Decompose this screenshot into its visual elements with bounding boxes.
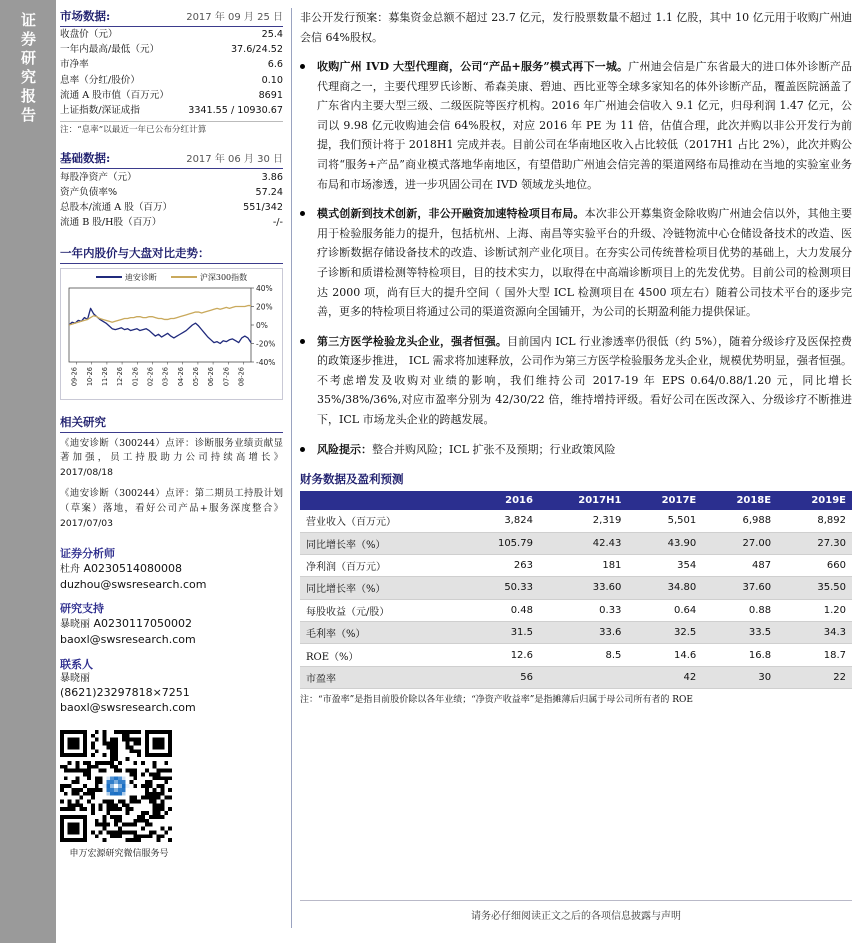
svg-text:06-26: 06-26: [207, 366, 216, 386]
contacts-block: [60, 545, 283, 716]
financial-cell: 1.20: [777, 599, 852, 621]
svg-text:09-26: 09-26: [70, 366, 79, 386]
bullet-item: [300, 332, 852, 430]
table-row: [300, 622, 852, 644]
financial-cell: 27.00: [702, 532, 777, 554]
kv-label: 资产负债率%: [60, 186, 118, 198]
bullet-lead: 模式创新到技术创新，非公开融资加速特检项目布局。: [317, 207, 585, 221]
financial-cell: 0.64: [627, 599, 702, 621]
bullet-dot-icon: [300, 204, 309, 321]
kv-label: 流通 B 股/H股（百万）: [60, 216, 162, 228]
kv-label: 上证指数/深证成指: [60, 104, 140, 116]
svg-text:01-26: 01-26: [131, 366, 140, 386]
bullet-dot-icon: [300, 332, 309, 430]
contact-license-code: A0230514080008: [80, 562, 183, 576]
table-row: [300, 577, 852, 599]
financial-cell: 263: [464, 554, 539, 576]
legend-label-stock: 迪安诊断: [124, 272, 157, 282]
contact-phone[interactable]: (8621)23297818×7251: [60, 686, 190, 700]
report-spine: [0, 0, 56, 943]
financial-cell: 487: [702, 554, 777, 576]
contact-license-code: A0230117050002: [90, 617, 193, 631]
financial-cell: 56: [464, 666, 539, 688]
market-data-table: [60, 28, 283, 118]
bullet-body-text: 本次非公开募集资金除收购广州迪会信以外，其他主要用于检验服务能力的提升，包括杭州、上海、南昌等实验平台的升级、冷链物流中心仓储设备技术的改造、医疗诊断数据存储设备技术的改造、诊断试剂产业化项目。在夯实公司传统普检项目优势的基础上，大力发展分子诊断和质谱检测等特检项目，目的技术实力，以取得在中高端诊断项目上的先发优势。目前公司的检测项目达 2000 项，尚有巨大的提升空间（ 国外大型 ICL 检测项目在 4500 项左右）随着公司技术平台的逐步完善，更多的特检项目将通过公司的渠道资源向全国铺开，为公司的长期盈利能力提供保证。: [317, 207, 853, 319]
market-data-note: 注：“息率”以最近一年已公布分红计算: [60, 121, 283, 136]
kv-label: 市净率: [60, 59, 89, 71]
financial-row-label: 同比增长率（%）: [300, 532, 464, 554]
svg-text:0%: 0%: [256, 320, 268, 330]
qr-caption: 申万宏源研究微信服务号: [69, 848, 169, 859]
kv-value: 551/342: [243, 201, 283, 213]
svg-text:05-26: 05-26: [191, 366, 200, 386]
financial-cell: 34.80: [627, 577, 702, 599]
contact-name-line: [60, 616, 283, 633]
financial-cell: 43.90: [627, 532, 702, 554]
financial-column-header: [300, 491, 464, 510]
financial-column-header: 2017E: [627, 491, 702, 510]
contact-name: 暴晓丽: [60, 672, 90, 684]
report-page: [56, 0, 857, 943]
financial-table-header-row: [300, 491, 852, 510]
kv-row: [60, 201, 283, 216]
spine-label: 证券研究报告: [19, 12, 37, 126]
kv-row: [60, 28, 283, 43]
chart-legend: [63, 272, 280, 283]
kv-row: [60, 43, 283, 58]
table-row: [300, 644, 852, 666]
market-data-block: [60, 8, 283, 136]
contact-email[interactable]: baoxl@swsresearch.com: [60, 701, 196, 715]
financial-cell: 33.6: [539, 622, 627, 644]
kv-value: 3.86: [261, 171, 283, 183]
kv-value: 6.6: [267, 59, 283, 71]
table-row: [300, 599, 852, 621]
bullet-item: [300, 57, 852, 194]
svg-text:04-26: 04-26: [176, 366, 185, 386]
contact-name: 暴晓丽: [60, 619, 90, 631]
legend-swatch-index: [171, 276, 197, 278]
contact-email[interactable]: duzhou@swsresearch.com: [60, 577, 207, 591]
financial-cell: 33.5: [702, 622, 777, 644]
financial-cell: 6,988: [702, 510, 777, 532]
main-content: [300, 8, 852, 707]
table-row: [300, 554, 852, 576]
contact-email[interactable]: baoxl@swsresearch.com: [60, 632, 196, 646]
kv-value: 8691: [258, 89, 283, 101]
basic-data-title: 基础数据:: [60, 151, 111, 166]
bullet-item: [300, 204, 852, 321]
financial-column-header: 2019E: [777, 491, 852, 510]
kv-row: [60, 170, 283, 185]
financial-cell: 22: [777, 666, 852, 688]
financial-cell: 42: [627, 666, 702, 688]
financial-column-header: 2017H1: [539, 491, 627, 510]
financial-cell: 12.6: [464, 644, 539, 666]
financial-cell: 27.30: [777, 532, 852, 554]
table-row: [300, 532, 852, 554]
financial-cell: 354: [627, 554, 702, 576]
related-research-date: 2017/08/18: [60, 466, 113, 478]
basic-data-table: [60, 170, 283, 230]
contact-name: 杜舟: [60, 564, 80, 576]
contact-name-line: [60, 561, 283, 578]
related-research-block: [60, 414, 283, 531]
financial-cell: 105.79: [464, 532, 539, 554]
financial-cell: [539, 666, 627, 688]
financial-row-label: ROE（%）: [300, 644, 464, 666]
financial-column-header: 2018E: [702, 491, 777, 510]
financial-column-header: 2016: [464, 491, 539, 510]
kv-row: [60, 216, 283, 231]
svg-text:-20%: -20%: [256, 339, 276, 349]
financial-cell: 0.88: [702, 599, 777, 621]
related-research-item[interactable]: [60, 487, 283, 531]
bullet-item: [300, 440, 852, 460]
svg-text:07-26: 07-26: [222, 366, 231, 386]
market-data-header: [60, 8, 283, 27]
kv-label: 收盘价（元）: [60, 29, 118, 41]
financial-row-label: 毛利率（%）: [300, 622, 464, 644]
financial-cell: 2,319: [539, 510, 627, 532]
financial-table: [300, 491, 852, 689]
contact-role-label: 证券分析师: [60, 547, 115, 561]
svg-text:-40%: -40%: [256, 357, 276, 367]
financial-cell: 33.60: [539, 577, 627, 599]
financial-cell: 8,892: [777, 510, 852, 532]
contact-name-line: [60, 672, 283, 687]
financial-cell: 31.5: [464, 622, 539, 644]
legend-item-index: [171, 272, 247, 283]
basic-data-header: [60, 150, 283, 169]
kv-row: [60, 73, 283, 88]
intro-paragraph: 非公开发行预案：募集资金总额不超过 23.7 亿元，发行股票数量不超过 1.1 亿股，其中 10 亿元用于收购广州迪会信 64%股权。: [300, 11, 852, 44]
financial-cell: 30: [702, 666, 777, 688]
bullet-lead: 第三方医学检验龙头企业，强者恒强。: [317, 334, 508, 348]
financial-cell: 42.43: [539, 532, 627, 554]
table-row: [300, 666, 852, 688]
kv-label: 息率（分红/股价）: [60, 74, 140, 86]
bullet-body-text: 整合并购风险；ICL 扩张不及预期；行业政策风险: [372, 442, 616, 456]
svg-text:12-26: 12-26: [116, 366, 125, 386]
financial-cell: 18.7: [777, 644, 852, 666]
financial-cell: 0.48: [464, 599, 539, 621]
financial-cell: 37.60: [702, 577, 777, 599]
bullet-text: [317, 204, 852, 321]
svg-text:03-26: 03-26: [161, 366, 170, 386]
kv-row: [60, 58, 283, 73]
financial-cell: 3,824: [464, 510, 539, 532]
basic-data-date: 2017 年 06 月 30 日: [186, 154, 283, 166]
kv-row: [60, 186, 283, 201]
kv-label: 总股本/流通 A 股（百万）: [60, 201, 173, 213]
financial-cell: 14.6: [627, 644, 702, 666]
financial-cell: 16.8: [702, 644, 777, 666]
svg-text:10-26: 10-26: [85, 366, 94, 386]
financial-cell: 32.5: [627, 622, 702, 644]
kv-label: 每股净资产（元）: [60, 171, 137, 183]
kv-value: 3341.55 / 10930.67: [188, 104, 283, 116]
legend-item-stock: [96, 272, 157, 283]
svg-text:08-26: 08-26: [237, 366, 246, 386]
financial-cell: 8.5: [539, 644, 627, 666]
bullet-lead: 收购广州 IVD 大型代理商，公司“产品+服务”模式再下一城。: [317, 60, 629, 74]
bullet-dot-icon: [300, 57, 309, 194]
kv-value: 25.4: [261, 29, 283, 41]
wechat-qr-code: [60, 730, 172, 842]
financial-table-title: 财务数据及盈利预测: [300, 472, 404, 487]
related-research-date: 2017/07/03: [60, 517, 113, 529]
svg-text:20%: 20%: [256, 302, 273, 312]
related-research-item[interactable]: [60, 437, 283, 481]
kv-row: [60, 88, 283, 103]
bullet-body-text: 目前国内 ICL 行业渗透率仍很低（约 5%），随着分级诊疗及医保控费的政策逐步推进， ICL 需求将加速释放，公司作为第三方医学检验服务龙头企业，规模优势明显，强者恒强。不考虑增发及收购对业绩的影响，我们维持公司 2017-19 年 EPS 0.64/0.88/1.20 元，同比增长 35%/38%/36%,对应市盈率分别为 42/30/22 倍，维持增持评级。看好公司在医改深入、分级诊疗不断推进下，ICL 市场龙头企业的跨越发展。: [317, 334, 852, 426]
sidebar: [60, 8, 292, 928]
financial-row-label: 市盈率: [300, 666, 464, 688]
price-chart-svg: [63, 284, 287, 394]
basic-data-block: [60, 150, 283, 230]
legend-label-index: 沪深300指数: [199, 272, 248, 282]
kv-value: -/-: [272, 216, 283, 228]
financial-row-label: 营业收入（百万元）: [300, 510, 464, 532]
bullet-body-text: 广州迪会信是广东省最大的进口体外诊断产品代理商之一，主要代理罗氏诊断、希森美康、碧迪、西比亚等全球多家知名的体外诊断产品，覆盖医院涵盖了广东省内主要大型三级、二级医院等医疗机构。2016 年广州迪会信收入 9.1 亿元，归母利润 1.47 亿元，公司以 9.98 亿元收购迪会信 64%股权，对应 2016 年 PE 为 11 倍，估值合理，此次并购以非公开发行为前提，我们预计将于 2018H1 完成并表。目前公司在华南地区收入占比较低（2017H1 占比 2%），此次并购公司将“服务+产品”商业模式落地华南地区，有望借助广州迪会信完善的渠道网络布局推动在当地的实验室业务布局和市场渗透，进一步巩固公司在 IVD 领域龙头地位。: [317, 60, 853, 191]
page-footer: [300, 900, 852, 922]
financial-cell: 660: [777, 554, 852, 576]
financial-cell: 0.33: [539, 599, 627, 621]
market-data-date: 2017 年 09 月 25 日: [186, 12, 283, 23]
financial-cell: 50.33: [464, 577, 539, 599]
bullet-dot-icon: [300, 440, 309, 460]
footer-text: 请务必仔细阅读正文之后的各项信息披露与声明: [471, 911, 681, 922]
related-research-text: 《迪安诊断（300244）点评：第二期员工持股计划（草案）落地，看好公司产品+服务深度整合》: [60, 488, 283, 514]
related-research-text: 《迪安诊断（300244）点评：诊断服务业绩贡献显著加强，员工持股助力公司持续高增长》: [60, 437, 283, 464]
table-row: [300, 510, 852, 532]
svg-text:02-26: 02-26: [146, 366, 155, 386]
kv-value: 37.6/24.52: [230, 44, 283, 56]
bullet-lead: 风险提示：: [317, 442, 372, 456]
financial-cell: 181: [539, 554, 627, 576]
price-chart-title: 一年内股价与大盘对比走势：: [60, 245, 283, 264]
contact-role-label: 研究支持: [60, 602, 104, 616]
financial-row-label: 同比增长率（%）: [300, 577, 464, 599]
kv-value: 0.10: [261, 74, 283, 86]
market-data-title: 市场数据:: [60, 9, 111, 23]
financial-row-label: 每股收益（元/股）: [300, 599, 464, 621]
price-chart: [60, 268, 283, 400]
related-research-title: 相关研究: [60, 414, 283, 433]
bullet-text: [317, 440, 852, 460]
financial-row-label: 净利润（百万元）: [300, 554, 464, 576]
legend-swatch-stock: [96, 276, 122, 278]
financial-cell: 5,501: [627, 510, 702, 532]
kv-row: [60, 103, 283, 118]
financial-cell: 34.3: [777, 622, 852, 644]
svg-text:40%: 40%: [256, 283, 273, 293]
kv-value: 57.24: [255, 186, 283, 198]
bullet-text: [317, 332, 852, 430]
financial-table-note: 注：“市盈率”是指目前股价除以各年业绩；“净资产收益率”是指摊薄后归属于母公司所有者的 ROE: [300, 695, 693, 706]
financial-cell: 35.50: [777, 577, 852, 599]
kv-label: 一年内最高/最低（元）: [60, 44, 160, 56]
svg-text:11-26: 11-26: [100, 366, 109, 386]
kv-label: 流通 A 股市值（百万元）: [60, 89, 169, 101]
price-chart-block: [60, 245, 283, 400]
qr-block: [60, 730, 283, 859]
contact-role-label: 联系人: [60, 657, 93, 671]
bullet-text: [317, 57, 852, 194]
